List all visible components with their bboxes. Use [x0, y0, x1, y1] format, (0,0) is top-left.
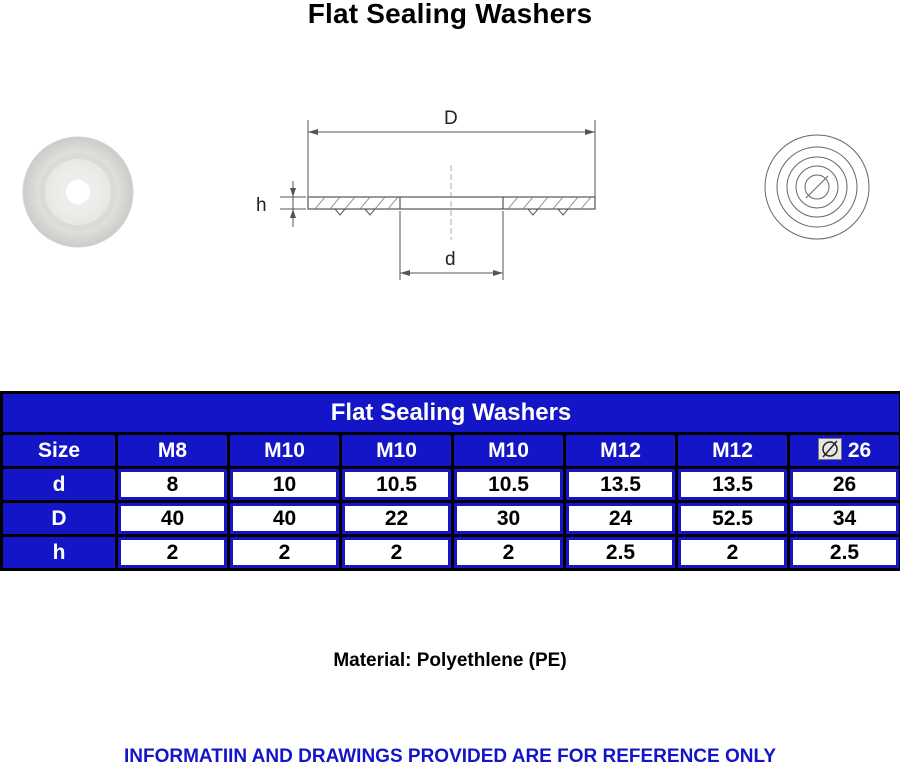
size-cell: M12	[565, 434, 677, 468]
value-cell: 52.5	[677, 502, 789, 536]
dimension-label-d: d	[445, 249, 456, 270]
size-cell: M12	[677, 434, 789, 468]
dimension-label-D: D	[444, 108, 458, 129]
value-cell: 30	[453, 502, 565, 536]
row-label: h	[2, 536, 117, 570]
row-label: d	[2, 468, 117, 502]
dimension-label-h: h	[256, 195, 267, 216]
value-cell: 2	[117, 536, 229, 570]
material-note: Material: Polyethlene (PE)	[0, 650, 900, 672]
value-cell: 26	[789, 468, 900, 502]
table-row	[2, 502, 900, 536]
size-cell: M10	[229, 434, 341, 468]
value-cell: 40	[117, 502, 229, 536]
value-cell: 2	[341, 536, 453, 570]
size-cell: M8	[117, 434, 229, 468]
diameter-symbol-icon	[818, 438, 842, 460]
value-cell: 2.5	[789, 536, 900, 570]
value-cell: 40	[229, 502, 341, 536]
table-title: Flat Sealing Washers	[2, 393, 900, 434]
row-label: Size	[2, 434, 117, 468]
value-cell: 2.5	[565, 536, 677, 570]
table-row	[2, 468, 900, 502]
value-cell: 13.5	[677, 468, 789, 502]
table-header-row	[2, 434, 900, 468]
row-label: D	[2, 502, 117, 536]
value-cell: 13.5	[565, 468, 677, 502]
page-title: Flat Sealing Washers	[0, 0, 900, 30]
value-cell: 10.5	[453, 468, 565, 502]
size-cell: M10	[341, 434, 453, 468]
size-cell-diameter	[789, 434, 900, 468]
table-title-row	[2, 393, 900, 434]
cross-section-drawing	[240, 95, 620, 295]
value-cell: 2	[229, 536, 341, 570]
value-cell: 10	[229, 468, 341, 502]
value-cell: 24	[565, 502, 677, 536]
value-cell: 2	[677, 536, 789, 570]
size-cell-label: 26	[848, 439, 871, 462]
value-cell: 10.5	[341, 468, 453, 502]
value-cell: 22	[341, 502, 453, 536]
value-cell: 8	[117, 468, 229, 502]
size-cell: M10	[453, 434, 565, 468]
spec-table	[0, 391, 900, 571]
disclaimer-note: INFORMATIIN AND DRAWINGS PROVIDED ARE FOR REFERENCE ONLY	[0, 746, 900, 768]
value-cell: 2	[453, 536, 565, 570]
table-row	[2, 536, 900, 570]
washer-photo	[22, 136, 134, 248]
value-cell: 34	[789, 502, 900, 536]
top-view-drawing	[762, 132, 872, 242]
